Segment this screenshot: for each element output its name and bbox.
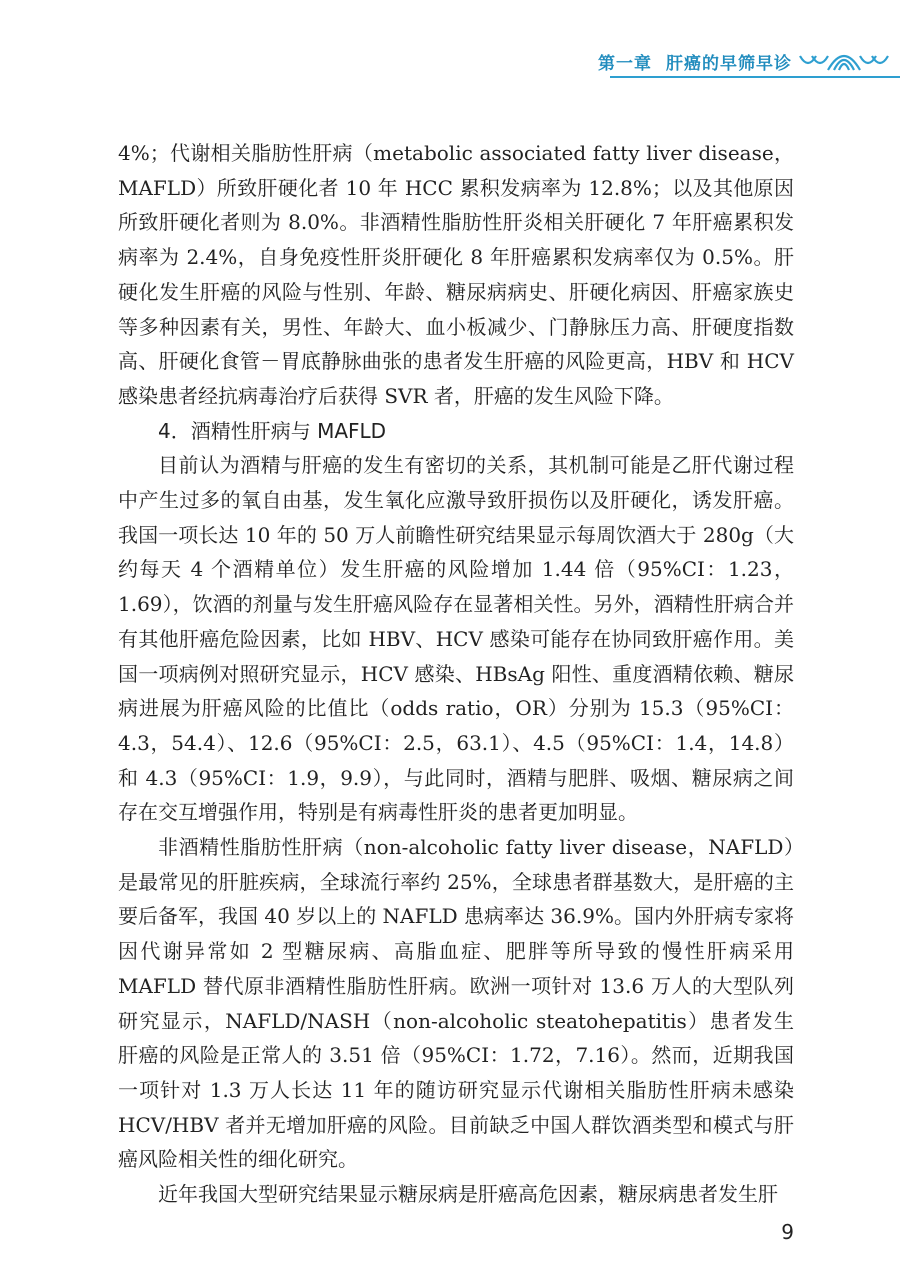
section-heading: 4．酒精性肝病与 MAFLD [158, 418, 387, 443]
paragraph: 非酒精性脂肪性肝病（non-alcoholic fatty liver disease，NAFLD）是最常见的肝脏疾病，全球流行率约 25%，全球患者群基数大，是肝癌的主要后备军，我国 40 岁以上的 NAFLD 患病率达 36.9%。国内外肝病专家将因代谢异常如 2 型糖尿病、高脂血症、肥胖等所导致的慢性肝病采用 MAFLD 替代原非酒精性脂肪性肝病。欧洲一项针对 13.6 万人的大型队列研究显示，NAFLD/NASH（non-alcoholic steatohepatitis）患者发生肝癌的风险是正常人的 3.51 倍（95%CI：1.72，7.16）。然而，近期我国一项针对 1.3 万人长达 11 年的随访研究显示代谢相关脂肪性肝病未感染 HCV/HBV 者并无增加肝癌的风险。目前缺乏中国人群饮酒类型和模式与肝癌风险相关性的细化研究。 [118, 835, 794, 1172]
chapter-name: 肝癌的早筛早诊 [666, 54, 792, 74]
chapter-label: 第一章 [598, 54, 652, 74]
page-number: 9 [781, 1220, 794, 1244]
paragraph: 4%；代谢相关脂肪性肝病（metabolic associated fatty liver disease，MAFLD）所致肝硬化者 10 年 HCC 累积发病率为 12.8%；以及其他原因所致肝硬化者则为 8.0%。非酒精性脂肪性肝炎相关肝硬化 7 年肝癌累积发病率为 2.4%，自身免疫性肝炎肝硬化 8 年肝癌累积发病率仅为 0.5%。肝硬化发生肝癌的风险与性别、年龄、糖尿病病史、肝硬化病因、肝癌家族史等多种因素有关，男性、年龄大、血小板减少、门静脉压力高、肝硬度指数高、肝硬化食管－胃底静脉曲张的患者发生肝癌的风险更高，HBV 和 HCV 感染患者经抗病毒治疗后获得 SVR 者，肝癌的发生风险下降。 [118, 141, 794, 408]
paragraph: 目前认为酒精与肝癌的发生有密切的关系，其机制可能是乙肝代谢过程中产生过多的氧自由基，发生氧化应激导致肝损伤以及肝硬化，诱发肝癌。我国一项长达 10 年的 50 万人前瞻性研究结果显示每周饮酒大于 280g（大约每天 4 个酒精单位）发生肝癌的风险增加 1.44 倍（95%CI：1.23，1.69），饮酒的剂量与发生肝癌风险存在显著相关性。另外，酒精性肝病合并有其他肝癌危险因素，比如 HBV、HCV 感染可能存在协同致肝癌作用。美国一项病例对照研究显示，HCV 感染、HBsAg 阳性、重度酒精依赖、糖尿病进展为肝癌风险的比值比（odds ratio，OR）分别为 15.3（95%CI：4.3，54.4）、12.6（95%CI：2.5，63.1）、4.5（95%CI：1.4，14.8） 和 4.3（95%CI：1.9，9.9），与此同时，酒精与肥胖、吸烟、糖尿病之间存在交互增强作用，特别是有病毒性肝炎的患者更加明显。 [118, 453, 794, 825]
paragraph: 近年我国大型研究结果显示糖尿病是肝癌高危因素，糖尿病患者发生肝 [158, 1182, 778, 1207]
chapter-title [598, 49, 792, 74]
running-header [0, 0, 900, 100]
header-rule [610, 76, 900, 78]
wave-arcs-logo-icon [798, 44, 890, 74]
page-body [118, 136, 794, 1212]
